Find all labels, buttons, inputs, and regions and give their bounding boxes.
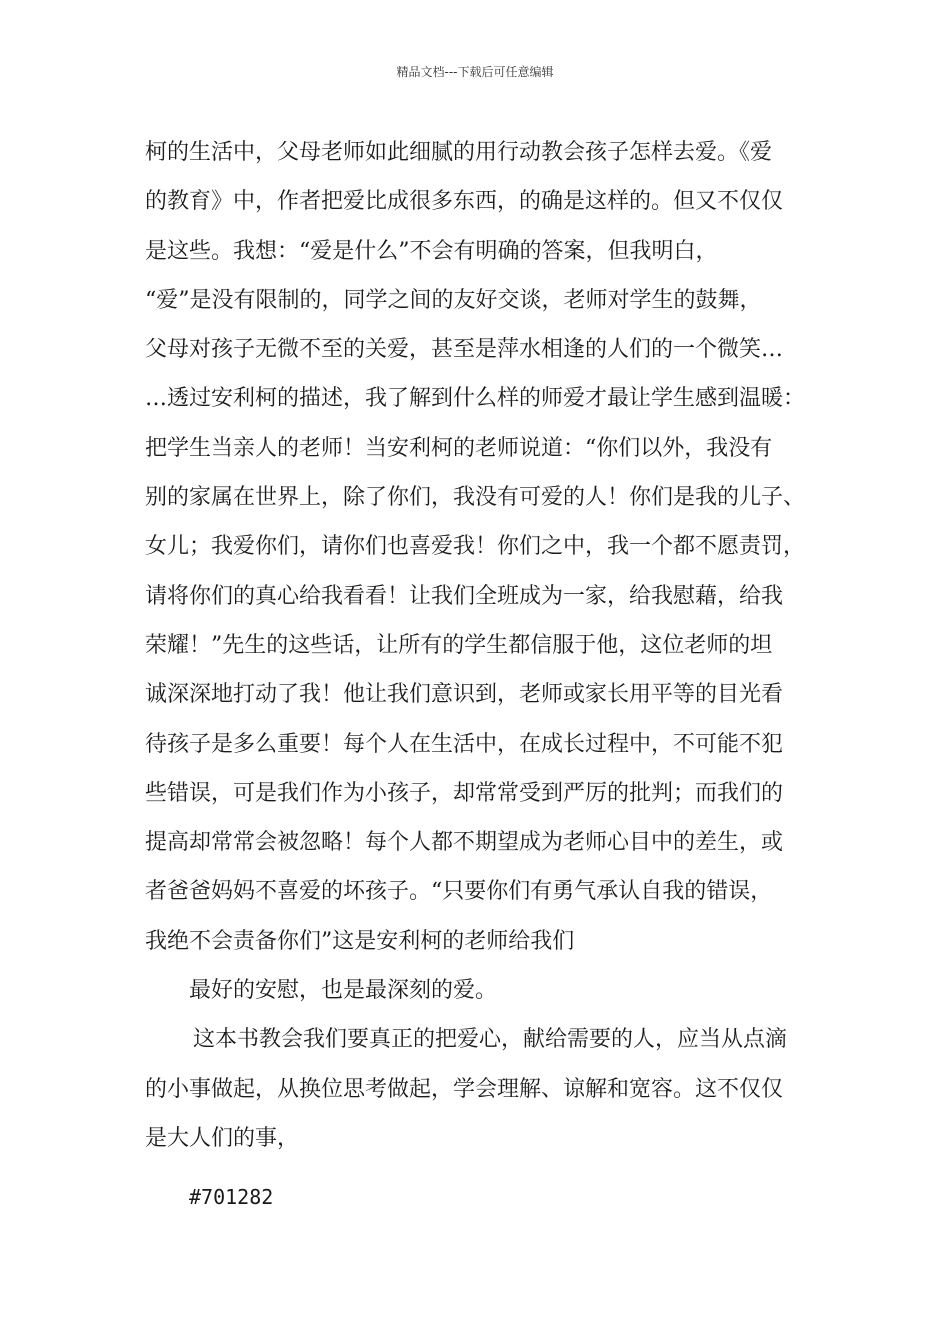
body-line: 我绝不会责备你们”这是安利柯的老师给我们 [145, 928, 575, 954]
body-line: …透过安利柯的描述，我了解到什么样的师爱才最让学生感到温暖： [145, 386, 806, 412]
body-line: 女儿；我爱你们，请你们也喜爱我！你们之中，我一个都不愿责罚， [145, 534, 806, 560]
body-line: 把学生当亲人的老师！当安利柯的老师说道：“你们以外，我没有 [145, 435, 773, 461]
body-line: 荣耀！”先生的这些话，让所有的学生都信服于他，这位老师的坦 [145, 632, 773, 658]
body-line: 待孩子是多么重要！每个人在生活中，在成长过程中，不可能不犯 [145, 731, 784, 757]
page-header: 精品文档---下载后可任意编辑 [396, 65, 554, 79]
document-body [145, 128, 810, 1163]
document-code: #701282 [189, 1185, 274, 1209]
body-line: 是这些。我想：“爱是什么”不会有明确的答案，但我明白， [145, 238, 718, 264]
body-line: 诚深深地打动了我！他让我们意识到，老师或家长用平等的目光看 [145, 682, 784, 708]
paragraph-2: 最好的安慰，也是最深刻的爱。 [189, 978, 498, 1004]
paragraph-3-line: 的小事做起，从换位思考做起，学会理解、谅解和宽容。这不仅仅 [145, 1076, 784, 1102]
body-line: 柯的生活中，父母老师如此细腻的用行动教会孩子怎样去爱。《爱 [145, 140, 773, 165]
body-line: 者爸爸妈妈不喜爱的坏孩子。“只要你们有勇气承认自我的错误， [145, 879, 773, 905]
paragraph-3-line: 这本书教会我们要真正的把爱心，献给需要的人，应当从点滴 [193, 1027, 788, 1053]
paragraph-3-line: 是大人们的事， [145, 1125, 300, 1151]
body-line: 的教育》中，作者把爱比成很多东西，的确是这样的。但又不仅仅 [145, 189, 784, 215]
body-line: 些错误，可是我们作为小孩子，却常常受到严厉的批判；而我们的 [145, 780, 784, 806]
body-line: 提高却常常会被忽略！每个人都不期望成为老师心目中的差生，或 [145, 830, 784, 856]
body-line: 别的家属在世界上，除了你们，我没有可爱的人！你们是我的儿子、 [145, 485, 806, 511]
body-line: 父母对孩子无微不至的关爱，甚至是萍水相逢的人们的一个微笑… [145, 337, 784, 363]
body-line: 请将你们的真心给我看看！让我们全班成为一家，给我慰藉，给我 [145, 583, 784, 609]
body-line: “爱”是没有限制的，同学之间的友好交谈，老师对学生的鼓舞， [145, 287, 762, 313]
